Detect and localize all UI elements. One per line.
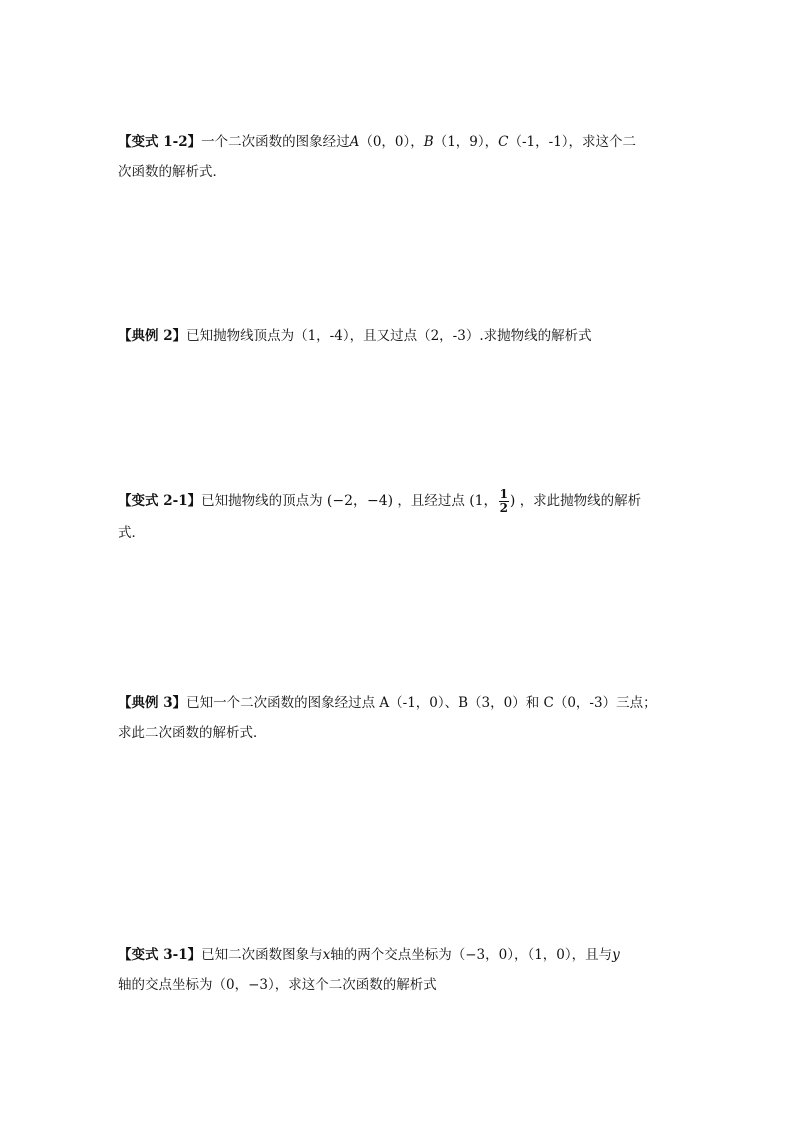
problem-variant-2-1 bbox=[118, 484, 683, 548]
fraction bbox=[499, 488, 509, 515]
point-coords-open: (1， bbox=[469, 493, 498, 509]
point-coords: （0，0）， bbox=[359, 134, 424, 150]
point-coords: （1，9）， bbox=[433, 134, 499, 150]
problem-text: 已知抛物线顶点为（1，-4），且又过点（2，-3）.求抛物线的解析式 bbox=[186, 328, 592, 344]
problem-line: 式． bbox=[118, 525, 145, 541]
problem-example-2 bbox=[118, 321, 683, 351]
problem-variant-3-1 bbox=[118, 940, 683, 1000]
problem-tag: 【典例 2】 bbox=[118, 328, 187, 344]
problem-text: 已知二次函数图象与 bbox=[201, 947, 323, 963]
fraction-denominator: 2 bbox=[499, 501, 508, 515]
problem-tag: 【变式 2-1】 bbox=[118, 493, 202, 509]
problem-line bbox=[118, 321, 683, 351]
fraction-numerator: 1 bbox=[499, 487, 508, 501]
problem-line: 轴的交点坐标为（0，−3），求这个二次函数的解析式 bbox=[118, 977, 437, 993]
problem-text: ，且经过点 bbox=[397, 493, 465, 509]
problem-line bbox=[118, 484, 683, 518]
problem-tag: 【变式 3-1】 bbox=[118, 947, 202, 963]
problem-example-3 bbox=[118, 688, 683, 748]
problem-line: 次函数的解析式． bbox=[118, 164, 226, 180]
problem-line bbox=[118, 127, 683, 157]
problem-line bbox=[118, 940, 683, 970]
point-label: B bbox=[423, 134, 434, 150]
point-coords-close: ) bbox=[509, 493, 516, 509]
point-coords: （-1，-1），求这个二 bbox=[508, 134, 637, 150]
variable-y: y bbox=[612, 947, 620, 963]
problem-line: 求此二次函数的解析式． bbox=[118, 725, 267, 741]
problem-text: 已知一个二次函数的图象经过点 A（-1，0）、B（3，0）和 C（0，-3）三点； bbox=[186, 695, 657, 711]
problem-text: 轴的两个交点坐标为（−3，0），（1，0），且与 bbox=[330, 947, 613, 963]
problem-tag: 【典例 3】 bbox=[118, 695, 187, 711]
point-label: A bbox=[349, 134, 360, 150]
vertex-coords: (−2，−4) bbox=[326, 493, 394, 509]
problem-text: 已知抛物线的顶点为 bbox=[201, 493, 323, 509]
point-label: C bbox=[498, 134, 509, 150]
problem-line bbox=[118, 688, 683, 718]
problem-text: ，求此抛物线的解析 bbox=[519, 493, 642, 509]
problem-variant-1-2 bbox=[118, 127, 683, 187]
problem-text: 一个二次函数的图象经过 bbox=[201, 134, 350, 150]
variable-x: x bbox=[322, 947, 331, 963]
problem-tag: 【变式 1-2】 bbox=[118, 134, 202, 150]
